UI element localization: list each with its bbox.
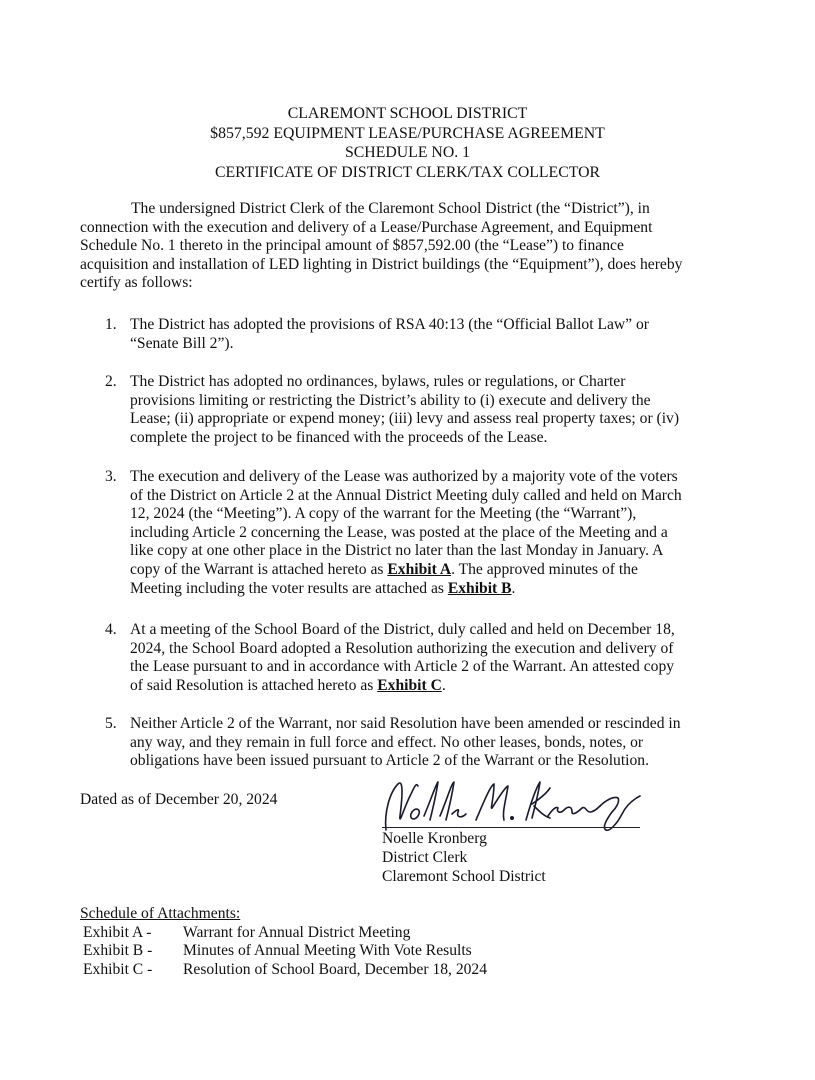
item-number: 5. bbox=[105, 715, 117, 732]
heading-district: CLAREMONT SCHOOL DISTRICT bbox=[287, 105, 528, 122]
attachment-label: Exhibit A - bbox=[83, 923, 152, 941]
heading-agreement: $857,592 EQUIPMENT LEASE/PURCHASE AGREEMENT bbox=[210, 124, 605, 142]
item-text: Meeting including the voter results are attached as bbox=[130, 579, 448, 597]
item-line: the Lease pursuant to and in accordance with Article 2 of the Warrant. An attested copy bbox=[130, 658, 675, 676]
item-line: complete the project to be financed with the proceeds of the Lease. bbox=[130, 428, 548, 446]
item-line: provisions limiting or restricting the District’s ability to (i) execute and delivery the bbox=[130, 391, 651, 409]
signer-block bbox=[382, 829, 546, 886]
attachment-row bbox=[80, 923, 411, 943]
item-line: The District has adopted the provisions of RSA 40:13 (the “Official Ballot Law” or bbox=[130, 316, 649, 333]
item-line: of the District on Article 2 at the Annual District Meeting duly called and held on March bbox=[130, 486, 682, 504]
item-line: Neither Article 2 of the Warrant, nor said Resolution have been amended or rescinded in bbox=[130, 715, 681, 732]
item-text: copy of the Warrant is attached hereto as bbox=[130, 561, 388, 578]
intro-line: certify as follows: bbox=[80, 274, 193, 292]
item-number: 3. bbox=[105, 468, 117, 485]
attachments-title: Schedule of Attachments: bbox=[80, 905, 241, 922]
item-line: like copy at one other place in the District no later than the last Monday in January. A bbox=[130, 542, 664, 560]
signer-title: District Clerk bbox=[382, 849, 468, 866]
intro-line: connection with the execution and delivery of a Lease/Purchase Agreement, and Equipment bbox=[80, 218, 653, 236]
heading-certificate: CERTIFICATE OF DISTRICT CLERK/TAX COLLECTOR bbox=[214, 163, 601, 181]
exhibit-c-reference: Exhibit C bbox=[377, 676, 442, 694]
document-heading bbox=[0, 104, 815, 182]
attachment-description: Warrant for Annual District Meeting bbox=[183, 923, 411, 941]
item-line: The execution and delivery of the Lease was authorized by a majority vote of the voters bbox=[130, 468, 678, 485]
attachment-description: Minutes of Annual Meeting With Vote Results bbox=[183, 942, 472, 960]
item-number: 1. bbox=[105, 316, 117, 333]
exhibit-b-reference: Exhibit B bbox=[447, 579, 512, 597]
item-line: “Senate Bill 2”). bbox=[130, 334, 234, 352]
item-line bbox=[130, 561, 728, 580]
item-line bbox=[130, 677, 728, 696]
item-text: . The approved minutes of the bbox=[451, 561, 638, 578]
signer-name: Noelle Kronberg bbox=[382, 830, 487, 847]
signer-organization: Claremont School District bbox=[382, 868, 546, 885]
item-text: . bbox=[441, 676, 446, 694]
item-line bbox=[130, 580, 728, 599]
intro-paragraph bbox=[80, 200, 730, 293]
item-line: 2024, the School Board adopted a Resolution authorizing the execution and delivery of bbox=[130, 639, 674, 657]
item-line: any way, and they remain in full force and effect. No other leases, bonds, notes, or bbox=[130, 733, 644, 751]
intro-line: Schedule No. 1 thereto in the principal amount of $857,592.00 (the “Lease”) to finance bbox=[80, 237, 624, 255]
item-line: including Article 2 concerning the Lease, was posted at the place of the Meeting and a bbox=[130, 523, 668, 541]
heading-schedule: SCHEDULE NO. 1 bbox=[344, 144, 471, 161]
item-number: 4. bbox=[105, 621, 117, 638]
attachment-label: Exhibit B - bbox=[83, 942, 153, 960]
schedule-of-attachments bbox=[80, 905, 488, 979]
dated-line: Dated as of December 20, 2024 bbox=[80, 791, 278, 808]
intro-line: The undersigned District Clerk of the Claremont School District (the “District”), in bbox=[131, 200, 650, 217]
item-line: The District has adopted no ordinances, bylaws, rules or regulations, or Charter bbox=[130, 373, 626, 390]
attachment-row bbox=[80, 960, 488, 980]
item-line: At a meeting of the School Board of the District, duly called and held on December 18, bbox=[130, 621, 675, 638]
item-text: . bbox=[511, 579, 516, 597]
item-line: obligations have been issued pursuant to Article 2 of the Warrant or the Resolution. bbox=[130, 752, 650, 770]
attachment-label: Exhibit C - bbox=[83, 960, 153, 978]
signature-line bbox=[382, 827, 640, 828]
intro-line: acquisition and installation of LED lighting in District buildings (the “Equipment”), does hereby bbox=[80, 255, 683, 273]
item-text: of said Resolution is attached hereto as bbox=[130, 676, 378, 694]
exhibit-a-reference: Exhibit A bbox=[387, 561, 452, 578]
attachment-description: Resolution of School Board, December 18, 2024 bbox=[183, 960, 488, 978]
item-line: Lease; (ii) appropriate or expend money; (iii) levy and assess real property taxes; or (iv) bbox=[130, 410, 680, 428]
item-number: 2. bbox=[105, 373, 117, 390]
item-line: 12, 2024 (the “Meeting”). A copy of the warrant for the Meeting (the “Warrant”), bbox=[130, 505, 637, 523]
attachment-row bbox=[80, 942, 472, 961]
